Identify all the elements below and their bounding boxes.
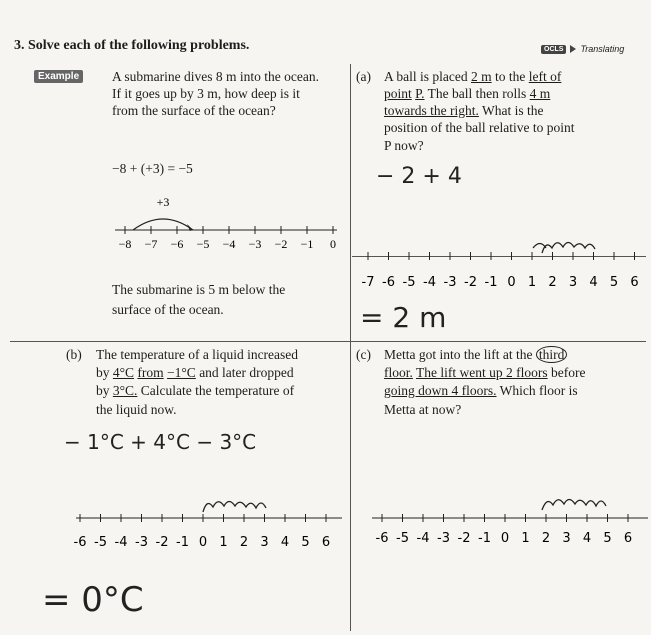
part-b-tick-label: -3 (135, 535, 148, 550)
part-b-tick-label: -2 (155, 535, 169, 550)
example-number-line (105, 190, 345, 260)
question-title: 3. Solve each of the following problems. (14, 38, 250, 53)
part-b-line4: the liquid now. (96, 402, 177, 417)
part-c-hops (542, 500, 606, 511)
part-b-tick-label: -6 (73, 535, 87, 550)
part-c-line2: floor. The lift went up 2 floors before (384, 365, 586, 380)
part-b-hops (203, 502, 266, 513)
jump-arc (133, 219, 193, 230)
divider-vertical-top (350, 64, 351, 341)
part-a-line4: position of the ball relative to point (384, 120, 575, 135)
example-tick-label: 0 (330, 237, 336, 251)
part-c-tick-label: -4 (416, 531, 430, 546)
part-c-tick-label: 3 (562, 531, 571, 546)
part-a-hops (542, 243, 595, 254)
part-c-tick-label: -3 (437, 531, 450, 546)
example-tick-label: −1 (300, 237, 314, 251)
part-a-tick-label: -4 (423, 275, 436, 290)
part-c-line3: going down 4 floors. Which floor is (384, 383, 578, 398)
part-c-tick-label: 2 (541, 531, 551, 546)
ocls-badge: OCLS (541, 45, 566, 54)
part-a-line3: towards the right. What is the (384, 103, 544, 118)
part-a-label: (a) (356, 69, 371, 84)
part-a-tick-label: 0 (507, 275, 516, 290)
part-a-number-line (352, 230, 650, 300)
part-c-line4: Metta at now? (384, 402, 462, 417)
example-tick-label: −3 (248, 237, 262, 251)
part-b-tick-label: -5 (94, 535, 107, 550)
part-c-tick-label: -2 (457, 531, 471, 546)
part-c-tick-label: -5 (396, 531, 409, 546)
divider-horizontal (10, 341, 646, 342)
example-problem-line3: from the surface of the ocean? (112, 103, 276, 118)
example-tick-label: −8 (118, 237, 132, 251)
part-b-handwritten-answer: = 0°C (42, 580, 144, 620)
part-a-tick-label: 4 (589, 275, 598, 290)
example-problem-line1: A submarine dives 8 m into the ocean. (112, 69, 319, 84)
part-c-tick-label: 0 (500, 531, 510, 546)
part-c-tick-label: 4 (582, 531, 592, 546)
part-c-tick-label: -6 (375, 531, 389, 546)
part-c-tick-label: 6 (623, 531, 633, 546)
part-a-tick-label: -6 (382, 275, 395, 290)
part-a-handwritten-answer: = 2 m (360, 301, 447, 334)
part-b-tick-label: 5 (301, 535, 310, 550)
part-b-tick-label: 2 (239, 535, 249, 550)
part-b-tick-label: 4 (280, 535, 290, 550)
part-b-tick-label: 6 (321, 535, 331, 550)
part-a-tick-label: 6 (630, 275, 639, 290)
example-tick-label: −4 (222, 237, 236, 251)
part-a-tick-label: 5 (609, 275, 619, 290)
translating-label: Translating (580, 44, 625, 54)
example-tick-label: −7 (144, 237, 158, 251)
part-b-number-line (70, 490, 345, 560)
example-tag: Example (34, 70, 83, 83)
part-a-tick-label: 1 (527, 275, 537, 290)
part-b-line1: The temperature of a liquid increased (96, 347, 299, 362)
example-answer-line2: surface of the ocean. (112, 302, 224, 317)
example-tick-label: −6 (170, 237, 184, 251)
arrow-right-icon (570, 45, 576, 53)
part-c-number-line (352, 480, 650, 560)
jump-label: +3 (156, 195, 170, 209)
example-tick-label: −2 (274, 237, 288, 251)
part-c-label: (c) (356, 347, 371, 362)
part-b-tick-label: -4 (114, 535, 128, 550)
part-a-tick-label: -5 (402, 275, 416, 290)
example-answer-line1: The submarine is 5 m below the (112, 282, 286, 297)
part-c-tick-label: 1 (521, 531, 530, 546)
part-a-tick-label: -1 (484, 275, 498, 290)
example-tick-label: −5 (196, 237, 210, 251)
part-a-tick-label: 3 (568, 275, 578, 290)
part-c-line1: Metta got into the lift at the third (384, 347, 567, 363)
part-a-line1: A ball is placed 2 m to the left of (384, 69, 562, 84)
example-equation: −8 + (+3) = −5 (112, 161, 193, 176)
part-b-line2: by 4°C from −1°C and later dropped (96, 365, 294, 380)
part-c-tick-label: 5 (603, 531, 612, 546)
divider-vertical-bottom (350, 341, 351, 631)
part-a-line2: point P. The ball then rolls 4 m (384, 86, 551, 101)
part-c-tick-label: -1 (478, 531, 491, 546)
part-b-handwritten-expression: − 1°C + 4°C − 3°C (64, 430, 257, 454)
part-a-line5: P now? (384, 138, 424, 153)
part-b-label: (b) (66, 347, 82, 362)
part-b-tick-label: 3 (260, 535, 269, 550)
part-b-tick-label: 1 (219, 535, 228, 550)
part-a-tick-label: -7 (361, 275, 375, 290)
part-a-tick-label: 2 (548, 275, 557, 290)
example-problem-line2: If it goes up by 3 m, how deep is it (112, 86, 300, 101)
part-a-handwritten-expression: − 2 + 4 (376, 164, 462, 189)
translating-badge (541, 44, 624, 54)
part-b-line3: by 3°C. Calculate the temperature of (96, 383, 295, 398)
part-b-tick-label: 0 (198, 535, 208, 550)
part-a-tick-label: -3 (443, 275, 457, 290)
part-a-tick-label: -2 (464, 275, 477, 290)
part-b-tick-label: -1 (176, 535, 189, 550)
